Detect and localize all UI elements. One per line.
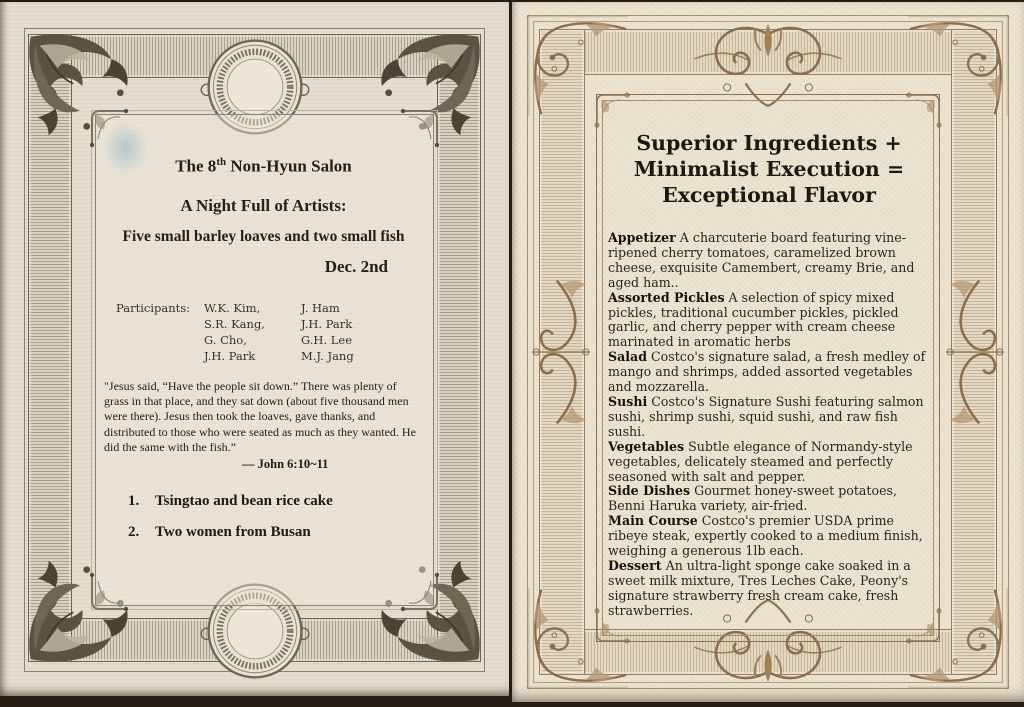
- participants-label: Participants:: [116, 300, 191, 315]
- participant: J.H. Park: [204, 348, 256, 363]
- menu-title-line: Minimalist Execution =: [633, 157, 905, 181]
- participants-block: [95, 300, 432, 364]
- side-scroll-ornament-icon: [944, 274, 1006, 430]
- quote-attribution: — John 6:10~11: [242, 456, 329, 471]
- menu-entry: [608, 231, 930, 291]
- participant: J. Ham: [301, 300, 340, 315]
- left-card-content: [95, 114, 432, 604]
- menu-entry: [608, 440, 930, 485]
- menu-entry: [608, 350, 930, 395]
- quote-text: "Jesus said, “Have the people sit down.” There was plenty of grass in that place, and they sat down (about five thousand men were there). Jesus then took the loaves, gave thanks, and distributed to those who were seated as much as they wanted. He did the same with the fish.”: [104, 378, 416, 455]
- item-number: 1.: [128, 493, 140, 510]
- menu-entry-desc: Gourmet honey-sweet potatoes, Benni Haruka variety, air-fried.: [608, 483, 897, 514]
- program-list: [95, 493, 432, 541]
- menu-entry-desc: An ultra-light sponge cake soaked in a sweet milk mixture, Tres Leches Cake, Peony's signature strawberry fresh cream cake, fresh strawberries.: [608, 557, 911, 618]
- menu-entry: [608, 559, 930, 619]
- salon-tagline: Five small barley loaves and two small fish: [122, 227, 405, 245]
- list-item: [128, 493, 432, 510]
- menu-entry: [608, 291, 930, 351]
- menu-list: [608, 231, 930, 619]
- item-text: Tsingtao and bean rice cake: [155, 493, 333, 510]
- participant: M.J. Jang: [301, 348, 354, 363]
- item-text: Two women from Busan: [155, 524, 311, 541]
- menu-entry-desc: A selection of spicy mixed pickles, traditional cucumber pickles, pickled garlic, and cherry pepper with cream cheese marinated in aromatic herbs: [608, 289, 899, 350]
- menu-entry-desc: Subtle elegance of Normandy-style vegetables, delicately steamed and perfectly seasoned with salt and pepper.: [608, 438, 913, 484]
- left-card-salon-invitation: [0, 2, 509, 696]
- menu-entry-label: Sushi: [608, 393, 648, 409]
- side-scroll-ornament-icon: [530, 274, 592, 430]
- menu-entry-label: Main Course: [608, 513, 698, 529]
- participant: W.K. Kim,: [204, 300, 261, 315]
- menu-entry-label: Appetizer: [608, 230, 676, 245]
- participant: G. Cho,: [204, 332, 247, 347]
- menu-entry: [608, 395, 930, 440]
- scripture-quote: [95, 379, 432, 472]
- menu-entry: [608, 484, 930, 514]
- curl-corner-icon: [902, 92, 942, 132]
- salon-date: Dec. 2nd: [324, 256, 388, 276]
- participant: J.H. Park: [301, 316, 353, 331]
- menu-entry-label: Vegetables: [608, 438, 685, 454]
- curl-corner-icon: [594, 92, 634, 132]
- menu-entry-desc: Costco's premier USDA prime ribeye steak, expertly cooked to a medium finish, weighing a generous 1lb each.: [608, 513, 923, 559]
- menu-entry-desc: Costco's signature salad, a fresh medley of mango and shrimps, added assorted vegetables and mozzarella.: [608, 349, 926, 395]
- menu-entry-label: Dessert: [608, 557, 662, 573]
- menu-entry-desc: Costco's Signature Sushi featuring salmon sushi, shrimp sushi, squid sushi, and raw fish sushi.: [608, 393, 924, 439]
- list-item: [128, 524, 432, 541]
- participants-column-2: [301, 300, 354, 364]
- menu-entry: [608, 514, 930, 559]
- item-number: 2.: [128, 524, 140, 541]
- salon-title: The 8th Non-Hyun Salon: [175, 156, 352, 176]
- menu-entry-label: Assorted Pickles: [608, 289, 725, 305]
- menu-entry-label: Side Dishes: [608, 483, 691, 499]
- participants-column-1: [204, 300, 301, 364]
- menu-entry-label: Salad: [608, 349, 648, 365]
- ordinal-superscript: th: [216, 156, 227, 168]
- salon-subtitle: A Night Full of Artists:: [180, 195, 347, 215]
- right-card-menu: [512, 2, 1024, 702]
- menu-title: [608, 130, 930, 208]
- participant: S.R. Kang,: [204, 316, 265, 331]
- menu-title-line: Superior Ingredients +: [636, 131, 902, 155]
- menu-title-line: Exceptional Flavor: [662, 183, 876, 207]
- right-card-content: [608, 130, 930, 619]
- menu-entry-desc: A charcuterie board featuring vine-ripened cherry tomatoes, caramelized brown cheese, exquisite Camembert, creamy Brie, and aged ham..: [608, 230, 915, 290]
- participant: G.H. Lee: [301, 332, 353, 347]
